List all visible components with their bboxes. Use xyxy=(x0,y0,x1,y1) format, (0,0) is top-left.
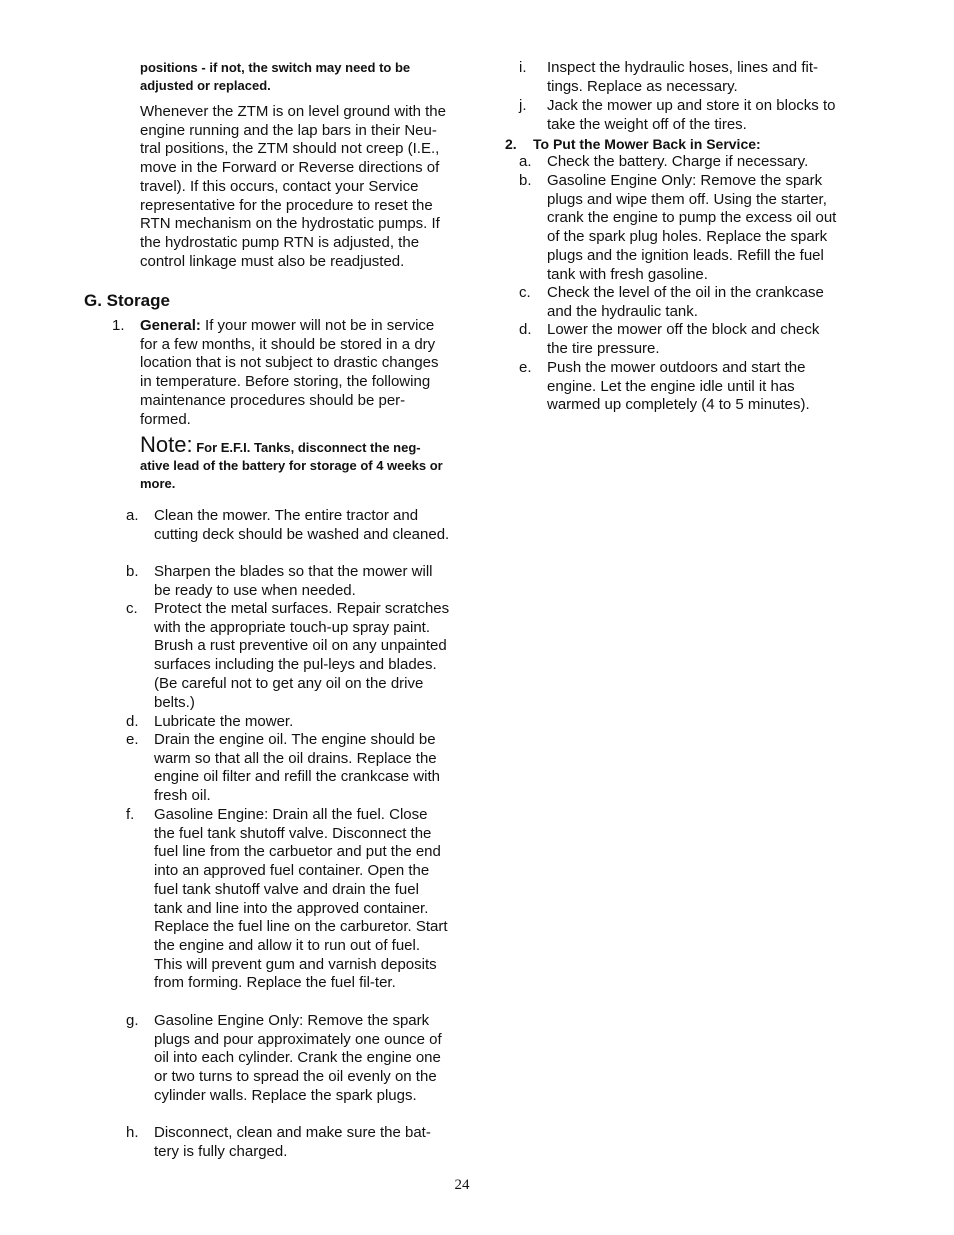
list-letter: a. xyxy=(519,153,532,170)
list-letter: i. xyxy=(519,59,527,76)
step-1-label: General: xyxy=(140,317,201,334)
step-2-label: To Put the Mower Back in Service: xyxy=(533,136,761,152)
step-2-number: 2. xyxy=(505,136,517,152)
list-item: Inspect the hydraulic hoses, lines and fit-tings. Replace as necessary. xyxy=(547,59,818,95)
list-letter: b. xyxy=(519,172,532,189)
list-item: Gasoline Engine: Drain all the fuel. Close the fuel tank shutoff valve. Disconnect the fuel line from the carbuetor and put the end into an approved fuel container. Open the fuel tank shutoff valve and drain the fuel tank and line into the approved container. Replace the fuel line on the carburetor. Start the engine and allow it to run out of fuel. This will prevent gum and varnish deposits from forming. Replace the fuel fil-ter. xyxy=(154,806,448,992)
note-text: For E.F.I. Tanks, disconnect the neg-ative lead of the battery for storage of 4 weeks or more. xyxy=(140,440,443,491)
list-letter: b. xyxy=(126,563,139,580)
note-label: Note: xyxy=(140,432,193,457)
list-item: Gasoline Engine Only: Remove the spark plugs and wipe them off. Using the starter, crank the engine to pump the excess oil out of the spark plug holes. Replace the spark plugs and the ignition leads. Refill the fuel tank with fresh gasoline. xyxy=(547,172,837,283)
list-letter: j. xyxy=(519,97,527,114)
list-letter: a. xyxy=(126,507,139,524)
list-letter: c. xyxy=(519,284,531,301)
list-letter: d. xyxy=(519,321,532,338)
list-item: Disconnect, clean and make sure the bat-tery is fully charged. xyxy=(154,1124,431,1160)
list-item: Lubricate the mower. xyxy=(154,713,294,730)
list-letter: e. xyxy=(519,359,532,376)
list-item: Gasoline Engine Only: Remove the spark plugs and pour approximately one ounce of oil into each cylinder. Crank the engine one or two turns to spread the oil evenly on the cylinder walls. Replace the spark plugs. xyxy=(154,1012,442,1104)
list-item: Check the battery. Charge if necessary. xyxy=(547,153,809,170)
list-letter: d. xyxy=(126,713,139,730)
list-item: Lower the mower off the block and check the tire pressure. xyxy=(547,321,820,357)
list-item: Drain the engine oil. The engine should be warm so that all the oil drains. Replace the engine oil filter and refill the crankcase with fresh oil. xyxy=(154,731,440,805)
page-number: 24 xyxy=(454,1177,470,1193)
list-item: Sharpen the blades so that the mower will be ready to use when needed. xyxy=(154,563,433,599)
list-item: Check the level of the oil in the crankcase and the hydraulic tank. xyxy=(547,284,824,320)
list-letter: f. xyxy=(126,806,135,823)
intro-paragraph: Whenever the ZTM is on level ground with the engine running and the lap bars in their Neu-tral positions, the ZTM should not creep (I.E., move in the Forward or Reverse directions of travel). If this occurs, contact your Service representative for the procedure to reset the RTN mechanism on the hydrostatic pumps. If the hydrostatic pump RTN is adjusted, the control linkage must also be readjusted. xyxy=(140,103,446,270)
step-1-body: If your mower will not be in service for a few months, it should be stored in a dry location that is not subject to drastic changes in temperature. Before storing, the following maintenance procedures should be per-formed. xyxy=(140,317,439,428)
list-letter: e. xyxy=(126,731,139,748)
list-item: Jack the mower up and store it on blocks to take the weight off of the tires. xyxy=(547,97,836,133)
list-letter: c. xyxy=(126,600,138,617)
section-heading: G. Storage xyxy=(84,291,170,310)
list-item: Clean the mower. The entire tractor and cutting deck should be washed and cleaned. xyxy=(154,507,450,543)
step-1-number: 1. xyxy=(112,317,125,334)
list-letter: g. xyxy=(126,1012,139,1029)
note xyxy=(140,432,450,493)
list-item: Push the mower outdoors and start the engine. Let the engine idle until it has warmed up completely (4 to 5 minutes). xyxy=(547,359,810,414)
step-1-text xyxy=(140,317,450,429)
list-item: Protect the metal surfaces. Repair scratches with the appropriate touch-up spray paint. Brush a rust preventive oil on any unpainted surfaces including the pul-leys and blades. (Be careful not to get any oil on the drive belts.) xyxy=(154,600,450,711)
continuation-text: positions - if not, the switch may need to be adjusted or replaced. xyxy=(140,60,411,93)
list-letter: h. xyxy=(126,1124,139,1141)
